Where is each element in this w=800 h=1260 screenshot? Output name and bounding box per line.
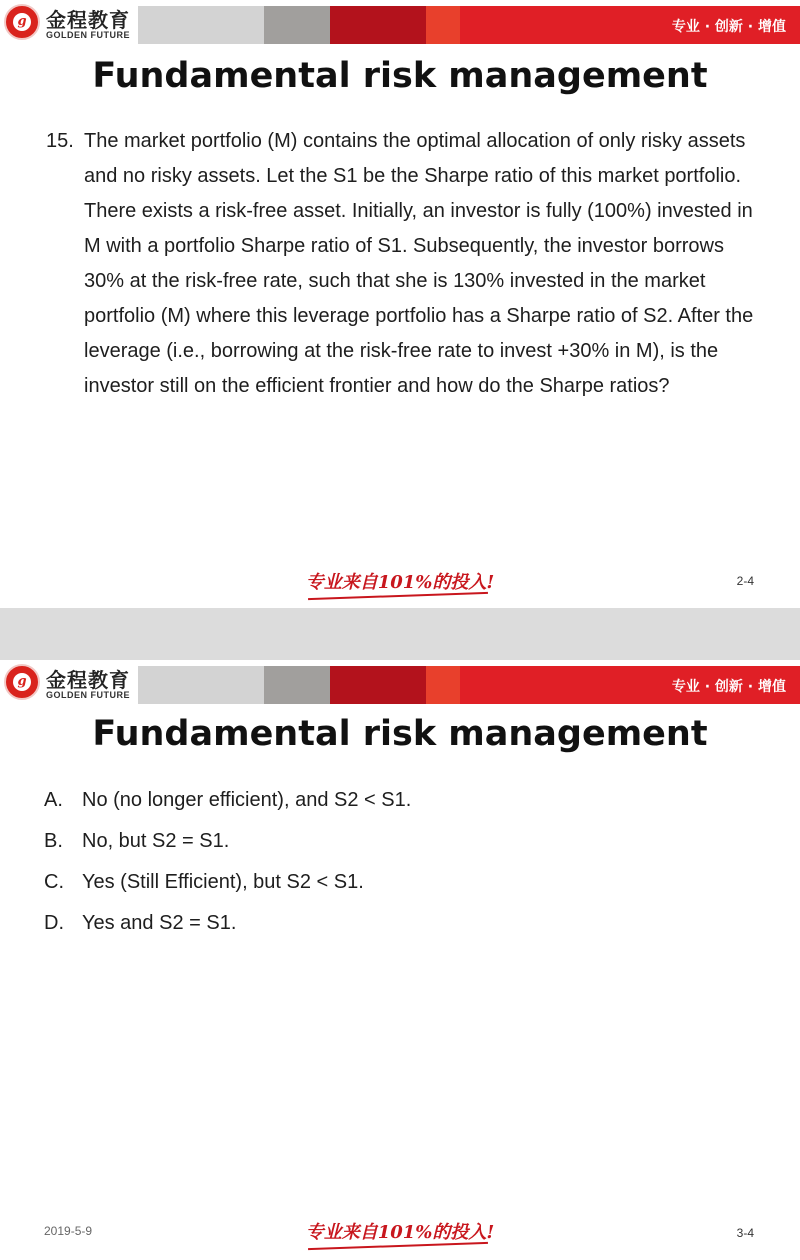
option-text: Yes and S2 = S1. <box>82 912 237 934</box>
option-c[interactable] <box>44 868 764 909</box>
brand-name-cn: 金程教育 <box>46 8 130 32</box>
slide-date: 2019-5-9 <box>44 1224 93 1238</box>
option-letter: A. <box>44 789 63 811</box>
header-band <box>138 666 264 704</box>
slide-title: Fundamental risk management <box>92 714 708 754</box>
option-letter: B. <box>44 830 63 852</box>
slide-header <box>0 0 800 46</box>
footer-slogan: 专业来自101%的投入! <box>305 1222 495 1243</box>
header-band <box>138 6 264 44</box>
slide-options <box>0 660 800 1260</box>
logo-seal-icon: g <box>4 664 40 700</box>
footer-slogan: 专业来自101%的投入! <box>305 572 495 593</box>
slide-title: Fundamental risk management <box>92 56 708 96</box>
header-band <box>264 6 330 44</box>
header-band <box>426 666 460 704</box>
page-number: 3-4 <box>736 1226 754 1240</box>
option-text: No (no longer efficient), and S2 < S1. <box>82 789 412 811</box>
brand-name-en: GOLDEN FUTURE <box>46 30 130 40</box>
option-letter: C. <box>44 871 64 893</box>
option-a[interactable] <box>44 786 764 827</box>
header-band <box>330 666 426 704</box>
option-text: No, but S2 = S1. <box>82 830 230 852</box>
option-d[interactable] <box>44 909 764 950</box>
page-number: 2-4 <box>736 574 754 588</box>
question-text: The market portfolio (M) contains the optimal allocation of only risky assets and no risky assets. Let the S1 be the Sharpe ratio of this market portfolio. There exists a risk-free asset. Initially, an investor is fully (100%) invested in M with a portfolio Sharpe ratio of S1. Subsequently, the investor borrows 30% at the risk-free rate, such that she is 130% invested in the market portfolio (M) where this leverage portfolio has a Sharpe ratio of S2. After the leverage (i.e., borrowing at the risk-free rate to invest +30% in M), is the investor still on the efficient frontier and how do the Sharpe ratios? <box>84 130 754 397</box>
header-band <box>264 666 330 704</box>
answer-options <box>44 786 764 950</box>
golden-future-logo <box>4 4 136 44</box>
header-tagline: 专业 · 创新 · 增值 <box>671 679 786 695</box>
question-number: 15. <box>46 130 74 152</box>
logo-seal-icon: g <box>4 4 40 40</box>
slide-header <box>0 660 800 706</box>
header-tagline: 专业 · 创新 · 增值 <box>671 19 786 35</box>
option-letter: D. <box>44 912 64 934</box>
option-b[interactable] <box>44 827 764 868</box>
brand-name-en: GOLDEN FUTURE <box>46 690 130 700</box>
option-text: Yes (Still Efficient), but S2 < S1. <box>82 871 364 893</box>
golden-future-logo <box>4 664 136 704</box>
header-band <box>330 6 426 44</box>
brand-name-cn: 金程教育 <box>46 668 130 692</box>
header-band <box>426 6 460 44</box>
question-block <box>46 124 766 404</box>
slide-question <box>0 0 800 608</box>
